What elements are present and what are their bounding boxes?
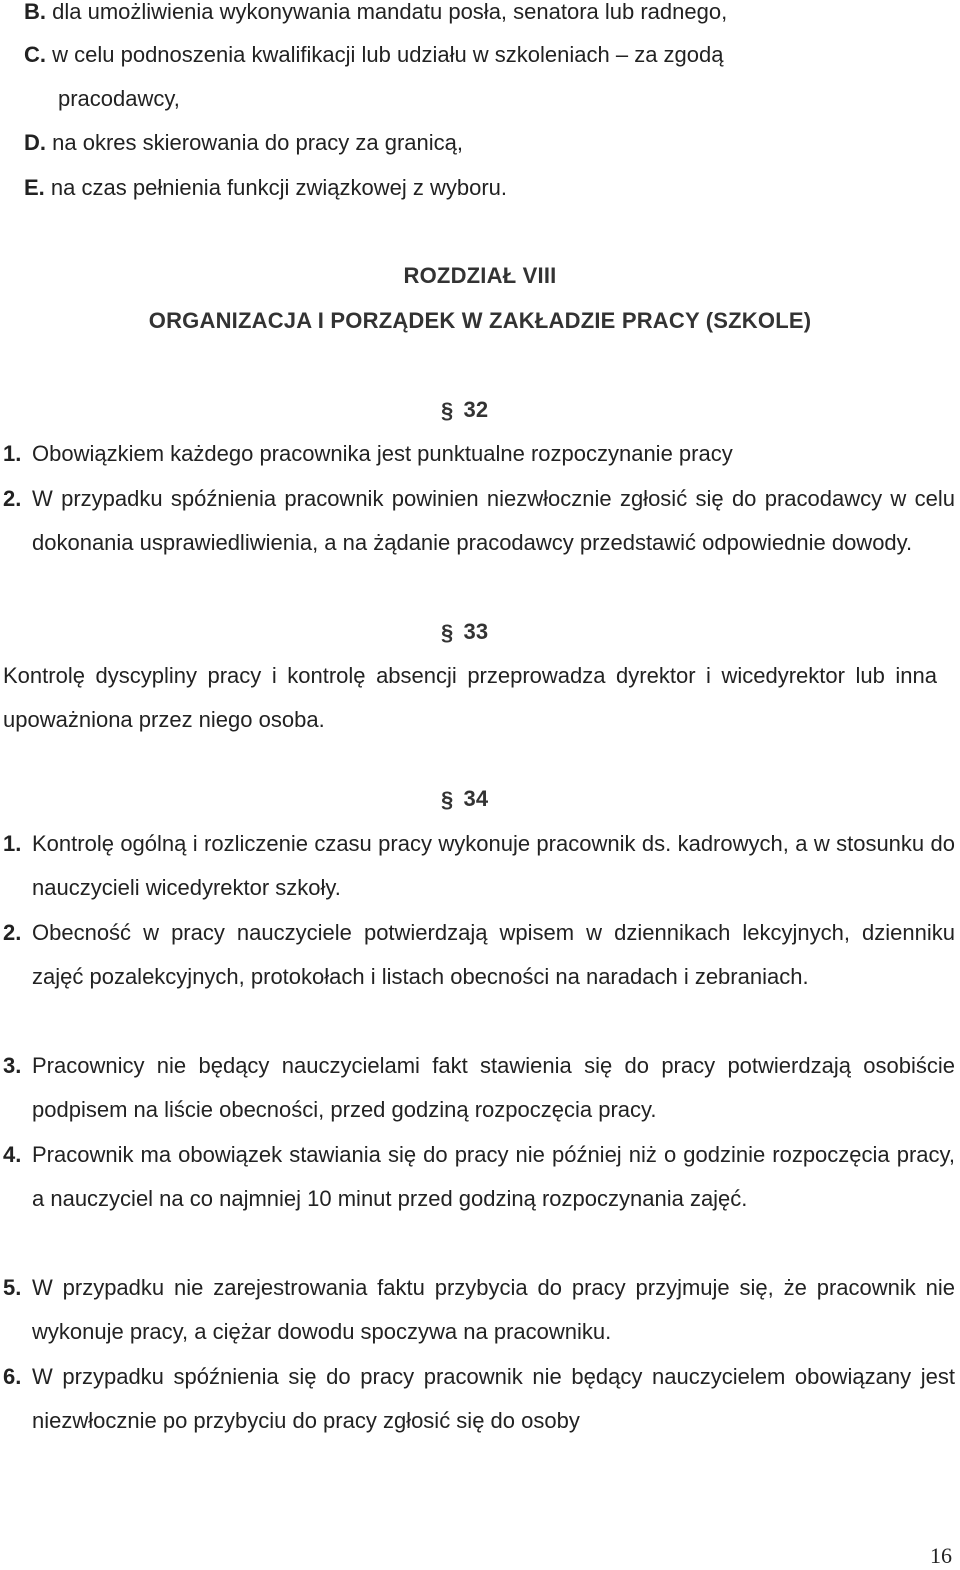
section-heading-32 (441, 396, 488, 425)
section-heading-33 (441, 618, 488, 647)
item-text: Obecność w pracy nauczyciele potwierdzają wpisem w dziennikach lekcyjnych, dzienniku zajęć pozalekcyjnych, protokołach i listach obecności na naradach i zebraniach. (32, 920, 955, 989)
item-number: 2. (3, 920, 22, 945)
item-text: W przypadku nie zarejestrowania faktu przybycia do pracy przyjmuje się, że pracownik nie wykonuje pracy, a ciężar dowodu spoczywa na pracowniku. (32, 1275, 955, 1344)
item-number: 2. (3, 486, 22, 511)
item-text: Pracownik ma obowiązek stawiania się do pracy nie później niż o godzinie rozpoczęcia pracy, a nauczyciel na co najmniej 10 minut przed godziną rozpoczynania zajęć. (32, 1142, 955, 1211)
item-number: 1. (3, 831, 22, 856)
item-number: 3. (3, 1053, 22, 1078)
chapter-title: ROZDZIAŁ VIII (403, 263, 557, 288)
item-number: 1. (3, 441, 22, 466)
list-item-c-cont (58, 85, 180, 113)
item-text: Pracownicy nie będący nauczycielami fakt stawienia się do pracy potwierdzają osobiście podpisem na liście obecności, przed godziną rozpoczęcia pracy. (32, 1053, 955, 1122)
item-number: 5. (3, 1275, 22, 1300)
item-text: W przypadku spóźnienia się do pracy pracownik nie będący nauczycielem obowiązany jest niezwłocznie po przybyciu do pracy zgłosić się do osoby (32, 1364, 955, 1433)
section-heading-34 (441, 785, 488, 814)
list-text: w celu podnoszenia kwalifikacji lub udziału w szkoleniach – za zgodą (52, 42, 724, 67)
item-number: 4. (3, 1142, 22, 1167)
list-letter: C. (24, 42, 46, 67)
list-letter: E. (24, 175, 45, 200)
list-text: pracodawcy, (58, 86, 180, 111)
list-item-e (24, 174, 507, 202)
chapter-subtitle: ORGANIZACJA I PORZĄDEK W ZAKŁADZIE PRACY (SZKOLE) (148, 308, 812, 333)
paragraph-sign-icon: § (441, 620, 454, 646)
list-text: na czas pełnienia funkcji związkowej z wyboru. (50, 175, 508, 200)
item-number: 6. (3, 1364, 22, 1389)
list-text: dla umożliwienia wykonywania mandatu posła, senatora lub radnego, (52, 0, 728, 24)
item-text: W przypadku spóźnienia pracownik powinien niezwłocznie zgłosić się do pracodawcy w celu dokonania usprawiedliwienia, a na żądanie pracodawcy przedstawić odpowiednie dowody. (32, 486, 955, 555)
item-text: Kontrolę ogólną i rozliczenie czasu pracy wykonuje pracownik ds. kadrowych, a w stosunku do nauczycieli wicedyrektor szkoły. (32, 831, 955, 900)
list-item-b (24, 0, 727, 26)
list-item-c (24, 41, 955, 69)
item-text: Obowiązkiem każdego pracownika jest punktualne rozpoczynanie pracy (32, 441, 733, 466)
section-number: 34 (463, 786, 489, 811)
section-33-text: Kontrolę dyscypliny pracy i kontrolę absencji przeprowadza dyrektor i wicedyrektor lub inna upoważniona przez niego osoba. (3, 663, 937, 732)
paragraph-sign-icon: § (441, 787, 454, 813)
list-item-d (24, 129, 463, 157)
section-number: 32 (463, 397, 489, 422)
section-number: 33 (463, 619, 489, 644)
list-text: na okres skierowania do pracy za granicą, (52, 130, 464, 155)
list-letter: D. (24, 130, 46, 155)
page-number: 16 (930, 1543, 952, 1568)
paragraph-sign-icon: § (441, 398, 454, 424)
list-letter: B. (24, 0, 46, 24)
